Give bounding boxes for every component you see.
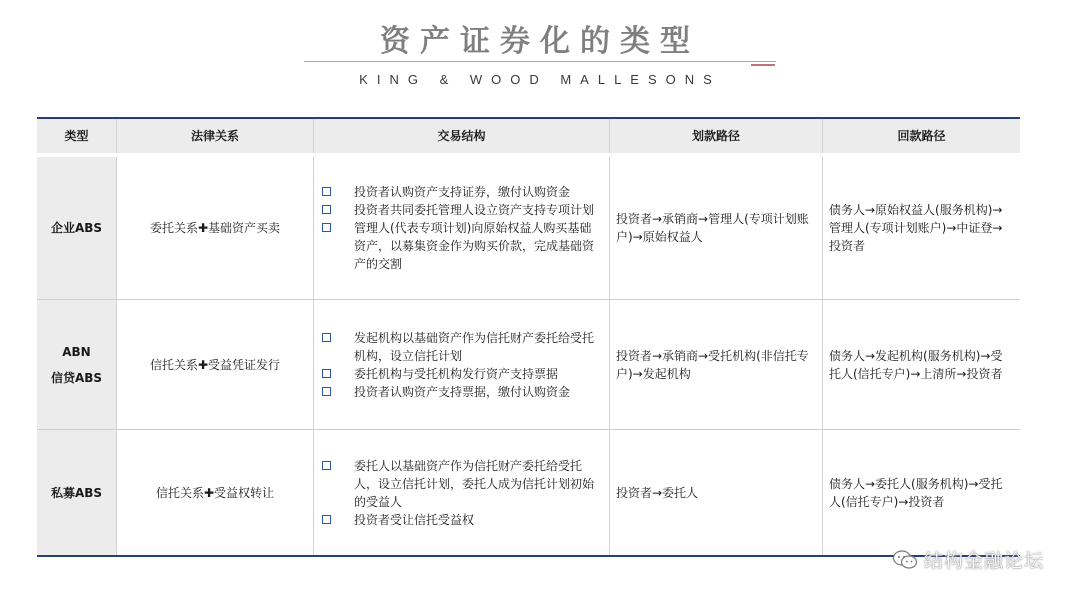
table-row	[37, 300, 1020, 430]
page-title: 资产证券化的类型	[380, 24, 700, 59]
table-bottom-rule	[37, 555, 1020, 557]
structure-cell	[314, 430, 610, 555]
legal-cell: 信托关系✚受益权转让	[117, 430, 314, 555]
type-label: 企业ABS	[50, 221, 103, 235]
hollow-square-icon	[322, 205, 331, 214]
hollow-square-icon	[322, 515, 331, 524]
repayment-cell: 债务人→发起机构(服务机构)→受托人(信托专户)→上清所→投资者	[829, 348, 1003, 381]
watermark	[892, 546, 1044, 573]
hollow-square-icon	[322, 187, 331, 196]
structure-cell	[314, 157, 610, 299]
structure-list	[322, 183, 603, 273]
repayment-cell: 债务人→委托人(服务机构)→受托人(信托专户)→投资者	[829, 476, 1003, 509]
title-divider	[304, 61, 776, 62]
hollow-square-icon	[322, 333, 331, 342]
list-item: 投资者认购资产支持票据，缴付认购资金	[322, 383, 603, 401]
header-legal: 法律关系	[117, 119, 314, 153]
list-item: 投资者认购资产支持证券，缴付认购资金	[322, 183, 603, 201]
list-item: 委托机构与受托机构发行资产支持票据	[322, 365, 603, 383]
structure-cell	[314, 300, 610, 429]
hollow-square-icon	[322, 369, 331, 378]
table-row	[37, 430, 1020, 555]
type-cell	[37, 157, 117, 299]
table-header-row	[37, 119, 1020, 153]
payment-cell: 投资者→承销商→管理人(专项计划账户)→原始权益人	[610, 157, 823, 299]
header-type: 类型	[37, 119, 117, 153]
header-structure: 交易结构	[314, 119, 610, 153]
structure-list	[322, 329, 603, 401]
list-item: 投资者共同委托管理人设立资产支持专项计划	[322, 201, 603, 219]
abs-types-table	[37, 117, 1020, 557]
header-repayment: 回款路径	[897, 129, 946, 143]
type-label: ABN	[62, 344, 91, 359]
brand-text: KING & WOOD MALLESONS	[359, 72, 721, 87]
legal-cell: 信托关系✚受益凭证发行	[117, 300, 314, 429]
list-item: 发起机构以基础资产作为信托财产委托给受托机构，设立信托计划	[322, 329, 603, 365]
type-cell	[37, 430, 117, 555]
repayment-cell: 债务人→原始权益人(服务机构)→管理人(专项计划账户)→中证登→投资者	[829, 203, 1003, 253]
list-item: 投资者受让信托受益权	[322, 511, 603, 529]
wechat-icon	[892, 549, 918, 571]
list-item: 管理人(代表专项计划)向原始权益人购买基础资产，以募集资金作为购买价款，完成基础资产的交割	[322, 219, 603, 273]
payment-cell: 投资者→承销商→受托机构(非信托专户)→发起机构	[610, 300, 823, 429]
legal-cell: 委托关系✚基础资产买卖	[117, 157, 314, 299]
header-payment: 划款路径	[610, 119, 823, 153]
hollow-square-icon	[322, 461, 331, 470]
table-row	[37, 157, 1020, 300]
type-label: 私募ABS	[50, 485, 103, 500]
watermark-text: 结构金融论坛	[923, 550, 1044, 572]
title-accent-line	[751, 64, 775, 66]
type-cell	[37, 300, 117, 429]
type-label: 信贷ABS	[50, 370, 103, 385]
hollow-square-icon	[322, 387, 331, 396]
list-item: 委托人以基础资产作为信托财产委托给受托人，设立信托计划，委托人成为信托计划初始的受益人	[322, 457, 603, 511]
hollow-square-icon	[322, 223, 331, 232]
structure-list	[322, 457, 603, 529]
payment-cell: 投资者→委托人	[610, 430, 823, 555]
